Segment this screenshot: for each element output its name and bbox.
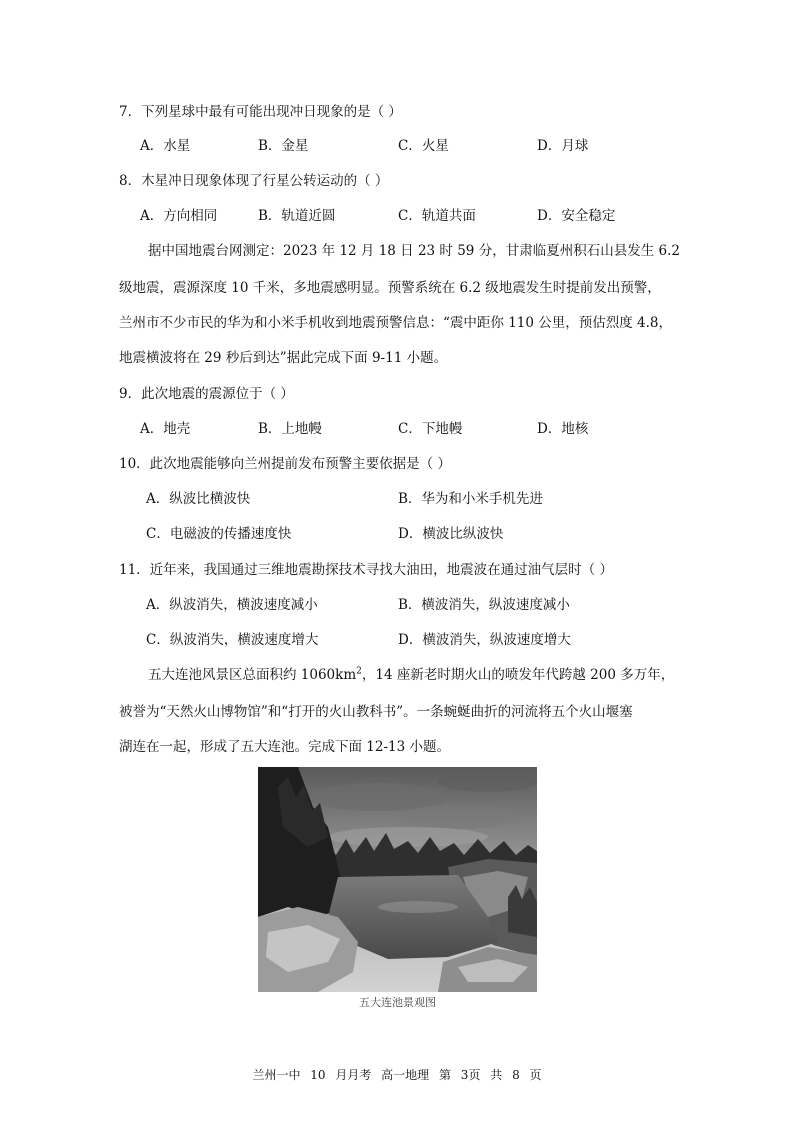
question-11-option-d: D．横波消失，纵波速度增大 — [398, 632, 571, 648]
question-10-option-c: C．电磁波的传播速度快 — [146, 526, 292, 542]
passage-1-line-2: 级地震，震源深度 10 千米，多地震感明显。预警系统在 6.2 级地震发生时提前发出预警， — [119, 280, 661, 296]
passage-2-line-3: 湖连在一起，形成了五大连池。完成下面 12-13 小题。 — [119, 739, 450, 755]
question-10-option-b: B．华为和小米手机先进 — [398, 491, 543, 507]
passage-2-line-2: 被誉为“天然火山博物馆”和“打开的火山教科书”。一条蜿蜒曲折的河流将五个火山堰塞 — [119, 704, 633, 720]
question-11-option-a: A．纵波消失，横波速度减小 — [146, 597, 318, 613]
question-7-stem: 7．下列星球中最有可能出现冲日现象的是（ ） — [119, 104, 402, 120]
question-7-option-d: D．月球 — [537, 138, 589, 154]
question-10-option-a: A．纵波比横波快 — [146, 491, 251, 507]
question-8-stem: 8．木星冲日现象体现了行星公转运动的（ ） — [119, 173, 389, 189]
question-9-stem: 9．此次地震的震源位于（ ） — [119, 386, 294, 402]
question-9-option-d: D．地核 — [537, 421, 589, 437]
question-7-option-a: A．水星 — [140, 138, 191, 154]
question-8-option-c: C．轨道共面 — [398, 208, 476, 224]
passage-1-line-1: 据中国地震台网测定：2023 年 12 月 18 日 23 时 59 分，甘肃临夏州积石山县发生 6.2 — [148, 243, 680, 259]
question-7-option-c: C．火星 — [398, 138, 449, 154]
question-8-option-d: D．安全稳定 — [537, 208, 616, 224]
question-9-option-c: C．下地幔 — [398, 421, 463, 437]
question-9-option-a: A．地壳 — [140, 421, 191, 437]
wudalianchi-landscape-photo — [258, 767, 537, 992]
passage-1-line-3: 兰州市不少市民的华为和小米手机收到地震预警信息：“震中距你 110 公里，预估烈度 4.8， — [119, 315, 673, 331]
question-8-option-a: A．方向相同 — [140, 208, 218, 224]
question-9-option-b: B．上地幔 — [258, 421, 322, 437]
question-10-option-d: D．横波比纵波快 — [398, 526, 504, 542]
passage-1-line-4: 地震横波将在 29 秒后到达”据此完成下面 9-11 小题。 — [119, 350, 448, 366]
question-8-option-b: B．轨道近圆 — [258, 208, 336, 224]
passage-2-line-1: 五大连池风景区总面积约 $1060km^2$，14 座新老时期火山的喷发年代跨越 200 多万年， — [148, 666, 675, 683]
question-11-option-b: B．横波消失，纵波速度减小 — [398, 597, 570, 613]
question-11-stem: 11．近年来，我国通过三维地震勘探技术寻找大油田，地震波在通过油气层时（ ） — [119, 562, 613, 578]
page-footer: 兰州一中 10 月月考 高一地理 第 3页 共 8 页 — [252, 1068, 542, 1082]
question-10-stem: 10．此次地震能够向兰州提前发布预警主要依据是（ ） — [119, 456, 451, 472]
question-11-option-c: C．纵波消失，横波速度增大 — [146, 632, 319, 648]
question-7-option-b: B．金星 — [258, 138, 309, 154]
figure-caption: 五大连池景观图 — [359, 996, 436, 1009]
